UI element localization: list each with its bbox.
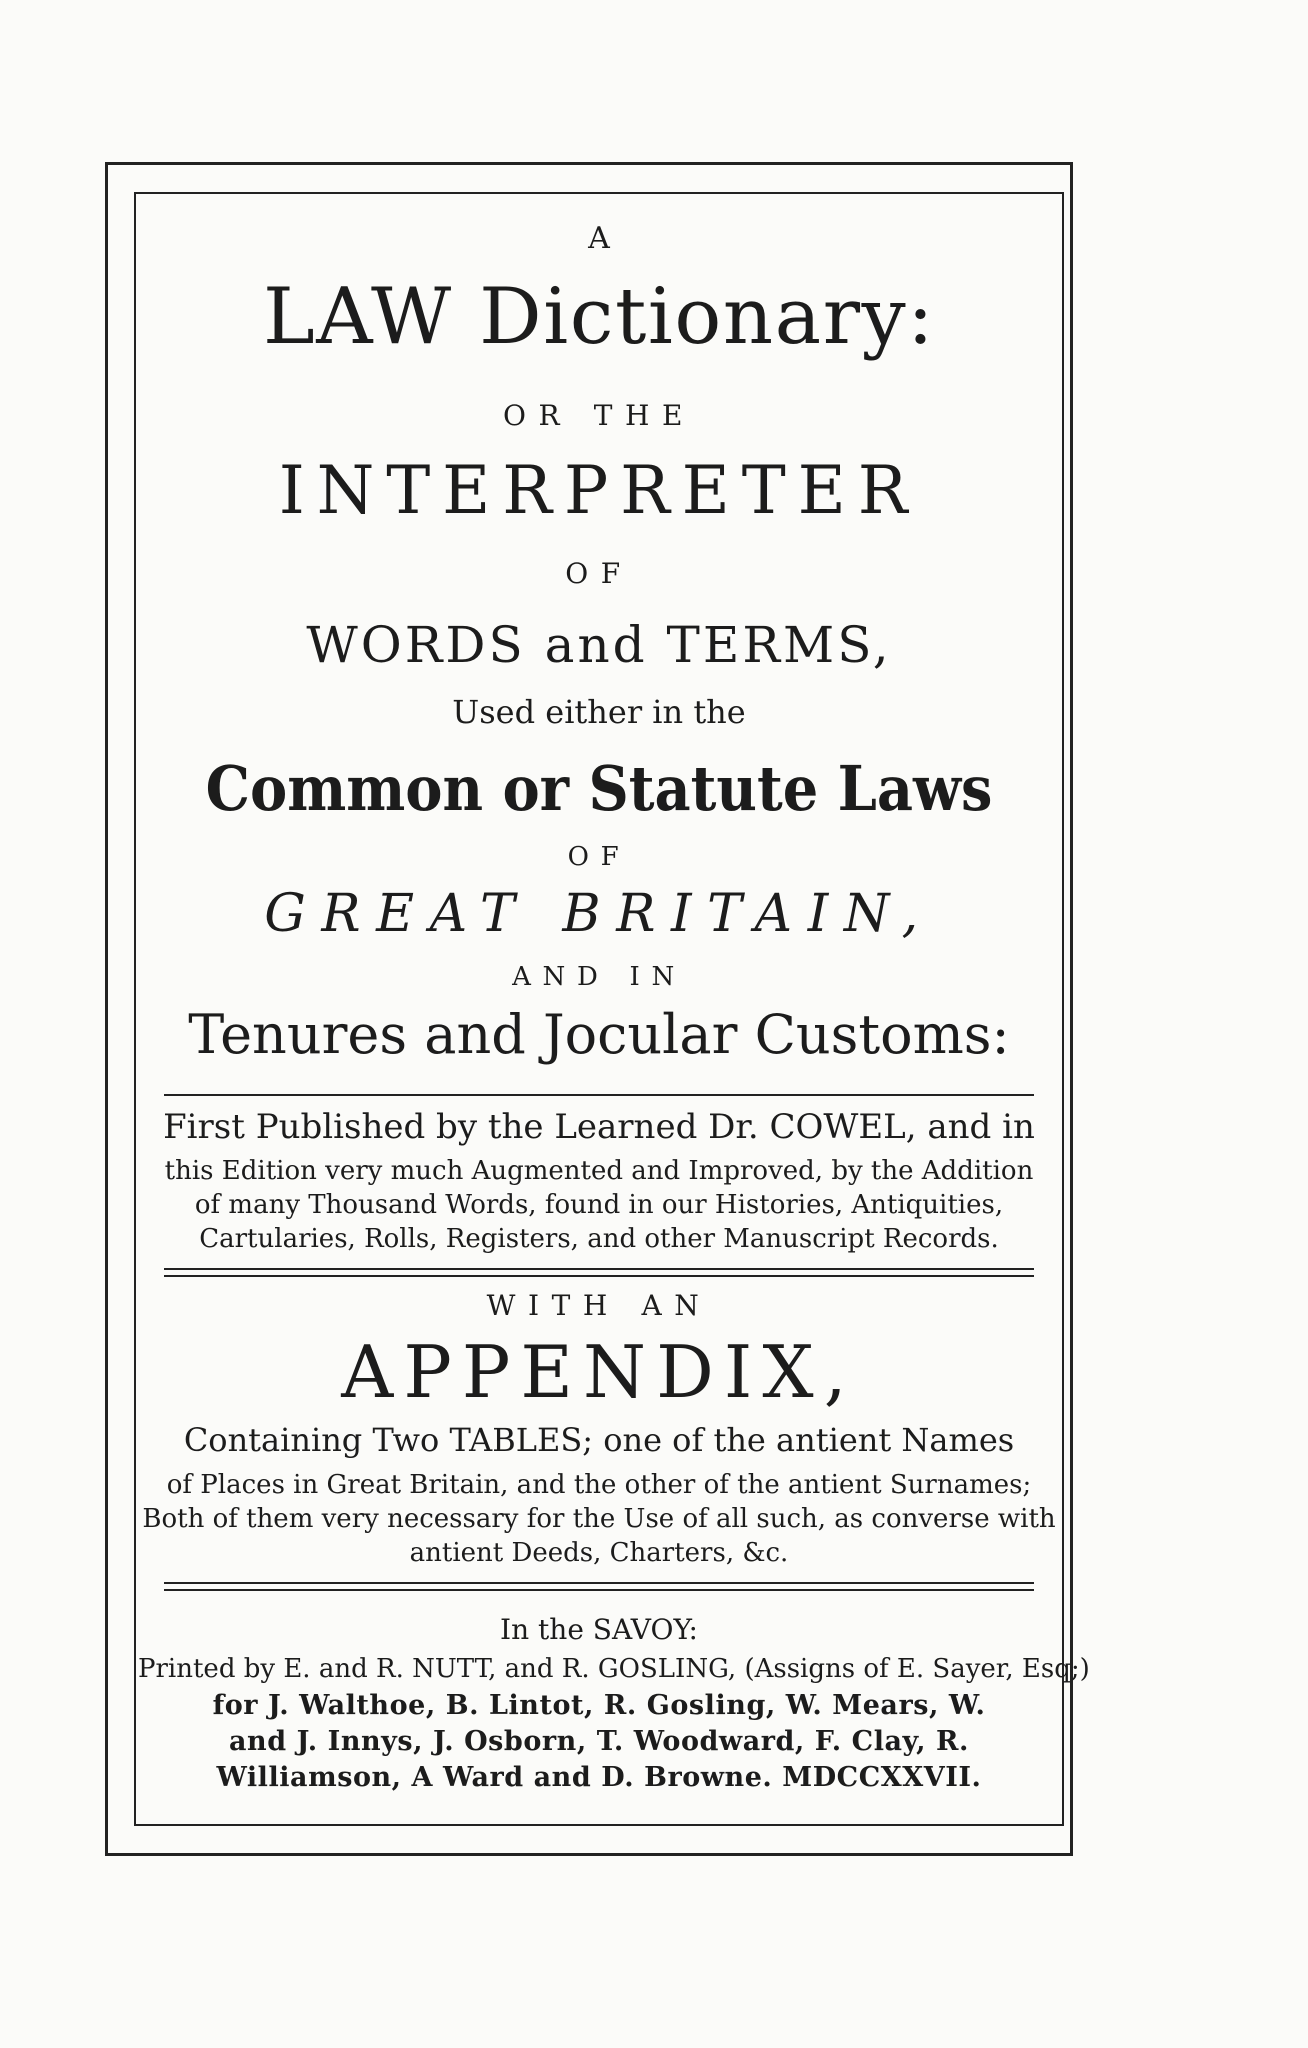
booksellers-line-3: Williamson, A Ward and D. Browne. MDCCXXVII. — [216, 1762, 982, 1793]
common-or-statute-laws: Common or Statute Laws — [205, 752, 993, 825]
interpreter-heading: INTERPRETER — [278, 452, 920, 529]
main-title: LAW Dictionary: — [262, 272, 936, 362]
printed-by: Printed by E. and R. NUTT, and R. GOSLING, (Assigns of E. Sayer, Esq;) — [138, 1654, 1090, 1684]
containing-two-tables: Containing Two TABLES; one of the antient Names — [183, 1421, 1015, 1459]
great-britain: GREAT BRITAIN, — [264, 884, 934, 944]
divider-2 — [164, 1268, 1034, 1277]
title-page-content — [138, 196, 1090, 1822]
edition-line-1: this Edition very much Augmented and Improved, by the Addition — [164, 1156, 1034, 1186]
appendix-heading: APPENDIX, — [341, 1330, 857, 1414]
edition-line-2: of many Thousand Words, found in our Histories, Antiquities, — [194, 1190, 1004, 1220]
appendix-line-2: of Places in Great Britain, and the other of the antient Surnames; — [166, 1470, 1032, 1500]
first-published: First Published by the Learned Dr. COWEL, and in — [163, 1107, 1035, 1147]
article-a: A — [588, 221, 610, 256]
with-an: WITH AN — [486, 1289, 712, 1322]
appendix-line-3: Both of them very necessary for the Use of all such, as converse with — [142, 1504, 1056, 1534]
appendix-line-4: antient Deeds, Charters, &c. — [409, 1538, 789, 1568]
or-the: OR THE — [502, 399, 696, 432]
booksellers-line-1: for J. Walthoe, B. Lintot, R. Gosling, W. Mears, W. — [212, 1690, 986, 1721]
divider-1 — [164, 1094, 1034, 1096]
of-line-1: OF — [565, 557, 633, 590]
edition-line-3: Cartularies, Rolls, Registers, and other Manuscript Records. — [199, 1224, 999, 1254]
in-the-savoy: In the SAVOY: — [500, 1613, 698, 1646]
of-line-2: OF — [567, 842, 631, 872]
tenures-and-jocular-customs: Tenures and Jocular Customs: — [188, 1003, 1010, 1066]
used-either: Used either in the — [452, 693, 746, 731]
and-in: AND IN — [512, 962, 686, 992]
words-and-terms: WORDS and TERMS, — [306, 616, 892, 674]
booksellers-line-2: and J. Innys, J. Osborn, T. Woodward, F. Clay, R. — [229, 1726, 969, 1757]
divider-3 — [164, 1582, 1034, 1591]
